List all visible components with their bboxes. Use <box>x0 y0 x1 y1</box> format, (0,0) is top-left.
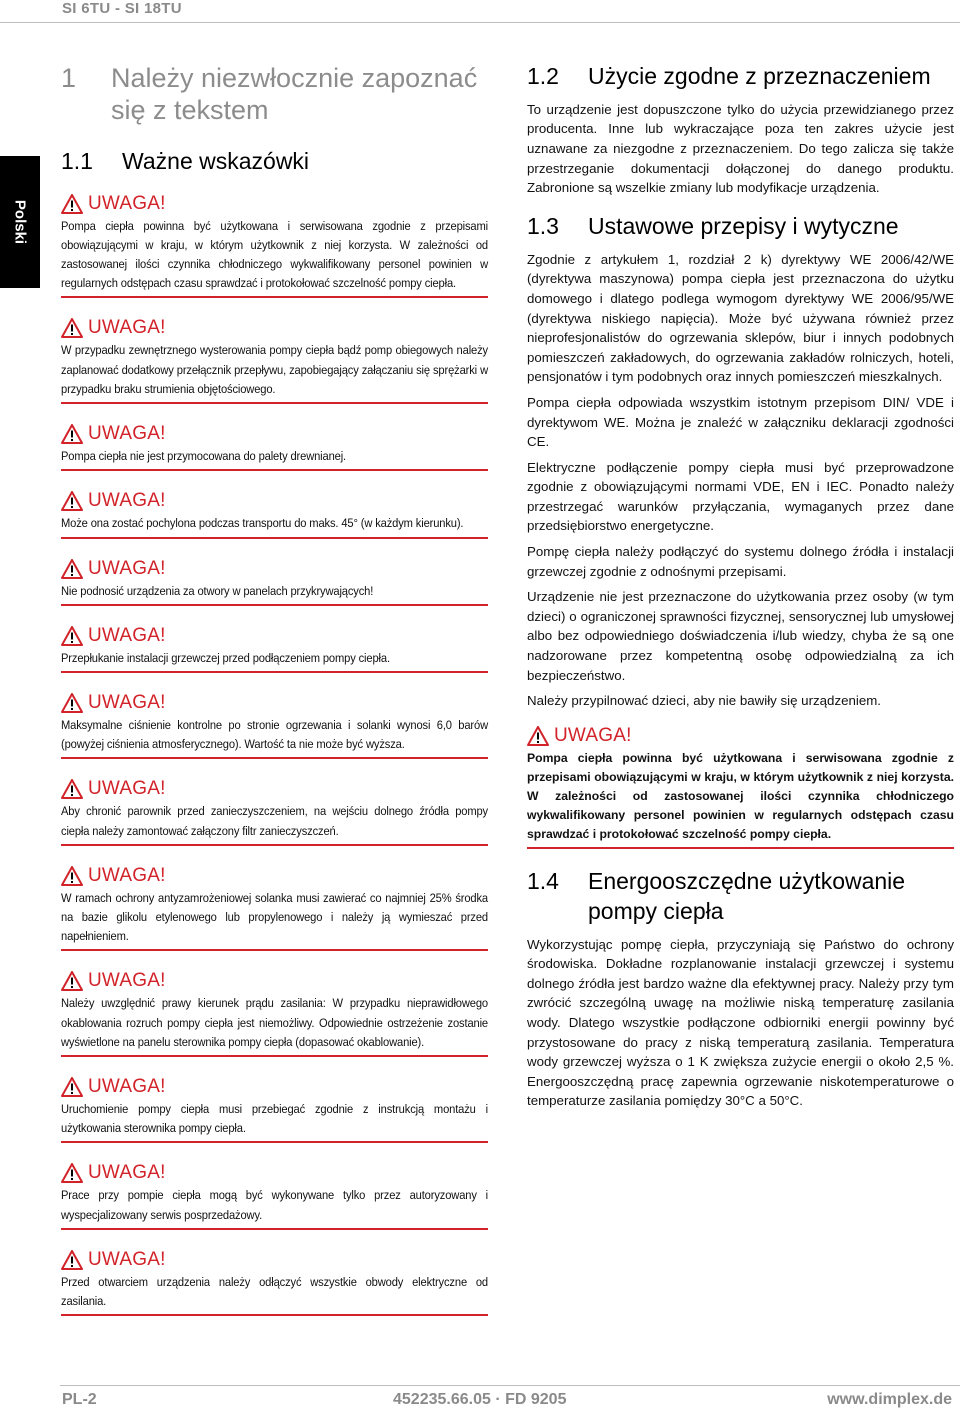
warning-divider <box>61 469 488 471</box>
warning-text: Pompa ciepła nie jest przymocowana do palety drewnianej. <box>61 449 347 464</box>
body-paragraph: Zgodnie z artykułem 1, rozdział 2 k) dyrektywy WE 2006/42/WE (dyrektywa maszynowa) pompa ciepła jest przeznaczona do użytku domowego i dlatego podlega wymogom dyrektywy WE 2006/95/WE (dyrektywa niskiego napięcia). Może być używana również przez nieprofesjonalistów do ogrzewania sklepów, biur i innych podobnych pomieszczeń zakładowych, do ogrzewania zakładów rolniczych, hoteli, pensjonatów i tym podobnych oraz innych pomieszczeń mieszkalnych. <box>527 251 954 385</box>
warning-label: UWAGA! <box>88 778 166 800</box>
warning-label: UWAGA! <box>88 490 166 512</box>
warning-label: UWAGA! <box>554 724 632 746</box>
section-heading-1-3 <box>527 212 954 242</box>
language-tab <box>0 156 40 288</box>
warning-label: UWAGA! <box>88 1075 166 1097</box>
warning-divider <box>61 1141 488 1143</box>
warning-text: Nie podnosić urządzenia za otwory w panelach przykrywających! <box>61 583 374 598</box>
warning-box <box>61 1160 488 1229</box>
warning-text: Prace przy pompie ciepła mogą być wykonywane tylko przez autoryzowany i wyspecjalizowany serwis posprzedażowy. <box>61 1188 488 1222</box>
section-1-3-body <box>527 250 954 711</box>
warning-label: UWAGA! <box>88 970 166 992</box>
warning-text: Uruchomienie pompy ciepła musi przebiegać zgodnie z instrukcją montażu i użytkowania sterownika pompy ciepła. <box>61 1101 488 1136</box>
warning-label: UWAGA! <box>88 1248 166 1270</box>
warning-box <box>61 690 488 759</box>
warning-box <box>61 191 488 299</box>
warning-box <box>527 723 954 849</box>
warning-divider <box>61 1314 488 1316</box>
right-column <box>527 62 954 1117</box>
warning-triangle-icon <box>61 559 83 579</box>
warning-header <box>61 421 488 447</box>
warning-text: Aby chronić parownik przed zanieczyszczeniem, na wejściu dolnego źródła pompy ciepła należy zamontować załączony filtr zanieczyszczeń. <box>61 804 488 838</box>
warning-divider <box>61 1228 488 1230</box>
warning-text: Pompa ciepła powinna być użytkowana i serwisowana zgodnie z przepisami obowiązującymi w kraju, w którym użytkownik z niej korzysta. W zależności od zastosowanej ilości czynnika chłodniczego wykwalifikowany personel powinien w regularnych odstępach czasu sprawdzać i protokołować szczelność pompy ciepła. <box>61 218 488 291</box>
warning-triangle-icon <box>61 491 83 511</box>
footer-divider <box>60 1385 960 1386</box>
body-paragraph: To urządzenie jest dopuszczone tylko do użycia przewidzianego przez producenta. Inne lub wykraczające poza ten zakres użycie jest uznawane za niezgodne z przeznaczeniem. Do tego zalicza się także przestrzeganie dokumentacji dołączonej do danego produktu. Zabronione są wszelkie zmiany lub modyfikacje urządzenia. <box>527 101 954 196</box>
warning-label: UWAGA! <box>88 317 166 339</box>
warning-triangle-icon <box>61 194 83 214</box>
warning-header <box>61 968 488 994</box>
warning-box <box>61 968 488 1057</box>
warning-triangle-icon <box>527 726 549 746</box>
left-column <box>61 62 488 1333</box>
warning-header <box>61 776 488 802</box>
header-divider <box>0 22 960 23</box>
warning-text: W ramach ochrony antyzamrożeniowej solanka musi zawierać co najmniej 25% środka na bazie glikolu etylenowego lub propylenowego i należy ją wymieszać przed napełnieniem. <box>61 890 488 944</box>
warning-label: UWAGA! <box>88 423 166 445</box>
warning-header <box>61 863 488 889</box>
warning-triangle-icon <box>61 1250 83 1270</box>
section-title: Ustawowe przepisy i wytyczne <box>588 212 899 239</box>
website-link[interactable]: www.dimplex.de <box>827 1391 952 1408</box>
warning-header <box>61 623 488 649</box>
warning-triangle-icon <box>61 693 83 713</box>
warning-triangle-icon <box>61 318 83 338</box>
section-number: 1.3 <box>527 212 559 239</box>
warning-divider <box>61 844 488 846</box>
warning-text: Przepłukanie instalacji grzewczej przed podłączeniem pompy ciepła. <box>61 650 390 665</box>
warning-divider <box>61 604 488 606</box>
warning-box <box>61 1247 488 1316</box>
section-title: Ważne wskazówki <box>122 147 310 174</box>
warning-label: UWAGA! <box>88 864 166 886</box>
warning-triangle-icon <box>61 626 83 646</box>
warning-header <box>61 556 488 582</box>
warning-header <box>61 1160 488 1186</box>
warning-label: UWAGA! <box>88 691 166 713</box>
warning-text: Może ona zostać pochylona podczas transportu do maks. 45° (w każdym kierunku). <box>61 516 464 531</box>
warning-box <box>61 488 488 538</box>
warning-label: UWAGA! <box>88 624 166 646</box>
warning-divider <box>61 537 488 539</box>
warning-text: Należy uwzględnić prawy kierunek prądu zasilania: W przypadku nieprawidłowego okablowania rozruch pompy ciepła jest niemożliwy. Odpowiednie ostrzeżenie zostanie wyświetlone na panelu sterownika pompy ciepła (dopasować okablowanie). <box>61 996 488 1049</box>
chapter-number: 1 <box>61 63 77 93</box>
body-paragraph: Urządzenie nie jest przeznaczone do użytkowania przez osoby (w tym dzieci) o ograniczonej sprawności fizycznej, sensorycznej lub umysłowej albo bez odpowiedniego doświadczenia i/lub wiedzy, chyba że są one nadzorowane przez kompetentną osobę odpowiedzialną za ich bezpieczeństwo. <box>527 589 954 683</box>
section-1-4-body <box>527 935 954 1111</box>
section-title: Użycie zgodne z przeznaczeniem <box>588 63 931 89</box>
warning-label: UWAGA! <box>88 1162 166 1184</box>
warning-box <box>61 623 488 673</box>
warning-box <box>61 776 488 845</box>
body-paragraph: Należy przypilnować dzieci, aby nie bawiły się urządzeniem. <box>527 693 882 709</box>
warning-divider <box>61 1055 488 1057</box>
warning-box <box>61 421 488 471</box>
warning-divider <box>61 402 488 404</box>
warning-triangle-icon <box>61 866 83 886</box>
warning-triangle-icon <box>61 779 83 799</box>
warning-header <box>61 191 488 217</box>
warning-list <box>61 191 488 1316</box>
body-paragraph: Pompę ciepła należy podłączyć do systemu dolnego źródła i instalacji grzewczej zgodnie z odnośnymi przepisami. <box>527 544 954 579</box>
body-paragraph: Elektryczne podłączenie pompy ciepła musi być przeprowadzone zgodnie z obowiązującymi normami VDE, EN i IEC. Ponadto należy przestrzegać warunków przyłączania, wymaganych przez dane przedsiębiorstwo energetyczne. <box>527 459 954 534</box>
page-number: PL-2 <box>62 1391 97 1408</box>
section-heading-1-4 <box>527 867 954 927</box>
section-heading-1-1 <box>61 147 488 177</box>
section-1-2-body <box>527 100 954 198</box>
warning-box <box>61 315 488 404</box>
section-number: 1.1 <box>61 147 93 174</box>
chapter-title: Należy niezwłocznie zapoznać się z tekstem <box>111 63 478 126</box>
section-number: 1.2 <box>527 63 559 89</box>
warning-triangle-icon <box>61 971 83 991</box>
warning-text: Przed otwarciem urządzenia należy odłączyć wszystkie obwody elektryczne od zasilania. <box>61 1274 488 1308</box>
running-header: SI 6TU - SI 18TU <box>62 0 182 17</box>
warning-box <box>61 556 488 606</box>
warning-text: W przypadku zewnętrznego wysterowania pompy ciepła bądź pomp obiegowych należy zaplanować dodatkowy przełącznik przepływu, zapobiegający załączaniu się sprężarki w przypadku braku strumienia objętościowego. <box>61 343 488 396</box>
section-number: 1.4 <box>527 867 559 894</box>
warning-text: Pompa ciepła powinna być użytkowana i serwisowana zgodnie z przepisami obowiązującymi w kraju, w którym użytkownik z niej korzysta. W zależności od zastosowanej ilości czynnika chłodniczego wykwalifikowany personel powinien w regularnych odstępach czasu sprawdzać i protokołować szczelność pompy ciepła. <box>527 750 954 841</box>
warning-header <box>61 1247 488 1273</box>
warning-header <box>61 315 488 341</box>
warning-label: UWAGA! <box>88 557 166 579</box>
warning-divider <box>61 757 488 759</box>
warning-text: Maksymalne ciśnienie kontrolne po stronie ogrzewania i solanki wynosi 6,0 barów (powyżej ciśnienia atmosferycznego). Wartość ta nie może być wyższa. <box>61 717 488 752</box>
chapter-heading <box>61 62 488 127</box>
warning-box <box>61 1074 488 1143</box>
warning-divider <box>61 671 488 673</box>
body-paragraph: Wykorzystując pompę ciepła, przyczyniają się Państwo do ochrony środowiska. Dokładne rozplanowanie instalacji grzewczej i systemu dolnego źródła jest bardzo ważne dla efektywnej pracy. Należy przy tym zwrócić szczególną uwagę na możliwie niską temperaturę zasilania wody. Dlatego wszystkie podłączone odbiorniki energii powinny być przystosowane do pracy z niską temperaturą zasilania. Temperatura wody grzewczej wyższa o 1 K zwiększa zużycie energii o około 2,5 %. Energooszczędną pracę zapewnia ogrzewanie niskotemperaturowe o temperaturze zasilania pomiędzy 30°C a 50°C. <box>527 936 954 1109</box>
warning-header <box>61 488 488 514</box>
warning-header <box>61 690 488 716</box>
section-title: Energooszczędne użytkowanie pompy ciepła <box>588 867 906 924</box>
warning-header <box>61 1074 488 1100</box>
warning-triangle-icon <box>61 1077 83 1097</box>
warning-divider <box>527 847 954 849</box>
warning-divider <box>61 949 488 951</box>
warning-label: UWAGA! <box>88 192 166 214</box>
warning-box <box>61 863 488 952</box>
language-tab-label: Polski <box>11 199 29 245</box>
warning-triangle-icon <box>61 424 83 444</box>
warning-header <box>527 723 954 749</box>
document-id: 452235.66.05 · FD 9205 <box>393 1391 567 1408</box>
section-heading-1-2 <box>527 62 954 92</box>
body-paragraph: Pompa ciepła odpowiada wszystkim istotnym przepisom DIN/ VDE i dyrektywom WE. Można je znaleźć w załączniku deklaracji zgodności CE. <box>527 394 954 450</box>
warning-triangle-icon <box>61 1163 83 1183</box>
warning-divider <box>61 296 488 298</box>
